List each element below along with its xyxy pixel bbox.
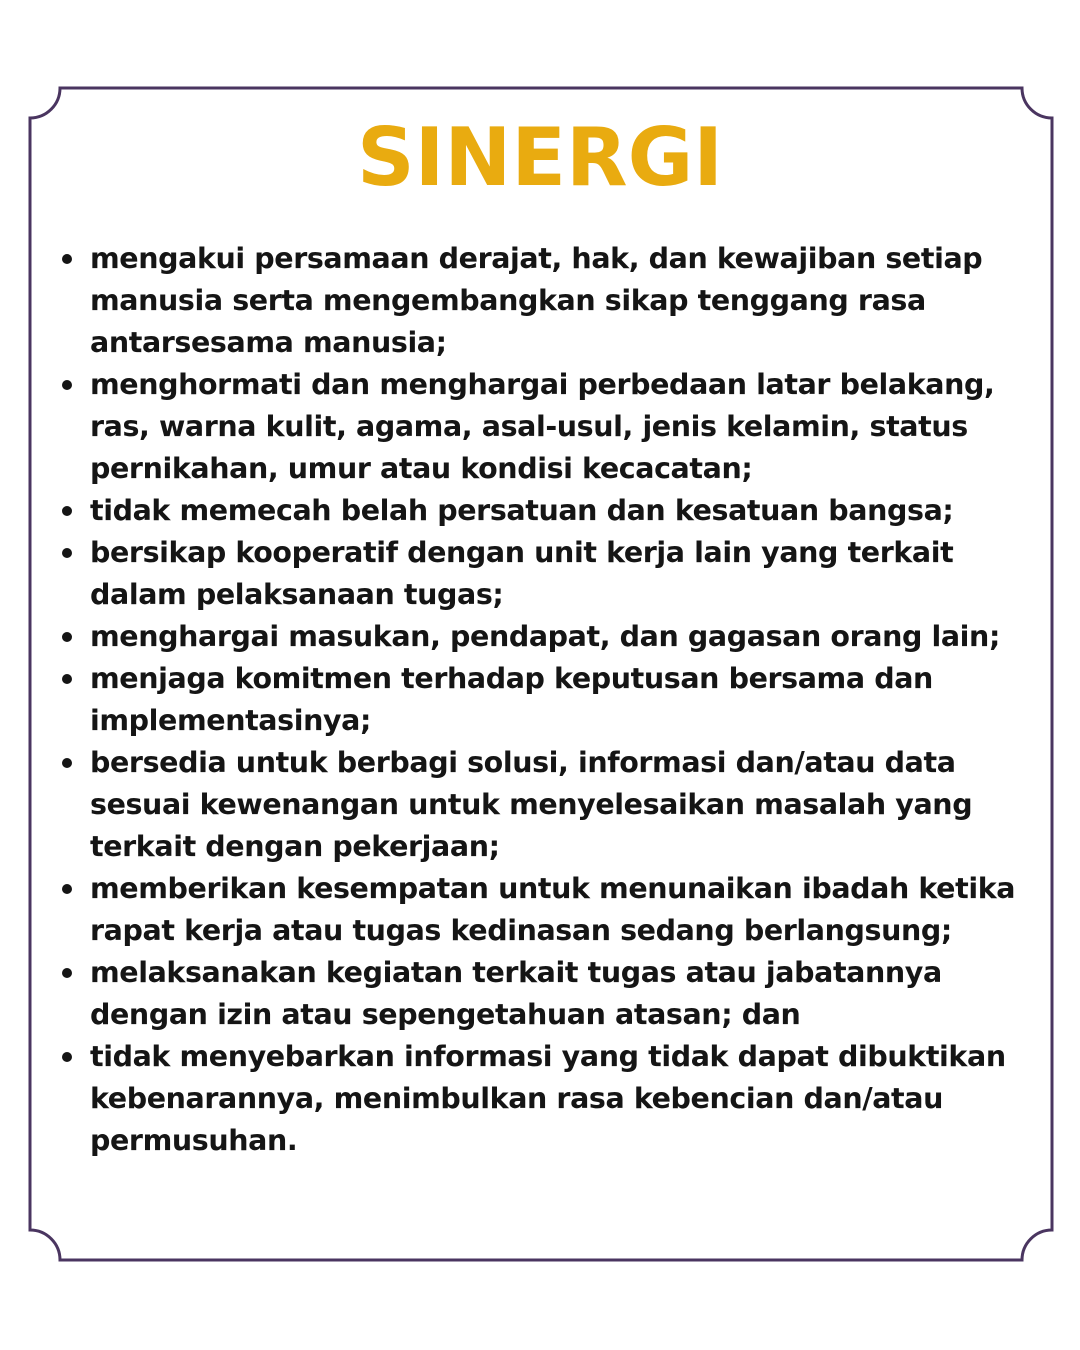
list-item xyxy=(62,868,1032,952)
list-item xyxy=(62,532,1032,616)
list-item xyxy=(62,658,1032,742)
list-item xyxy=(62,616,1032,658)
list-item-text: menjaga komitmen terhadap keputusan bersama dan implementasinya; xyxy=(90,662,933,737)
list-item-text: bersedia untuk berbagi solusi, informasi dan/atau data sesuai kewenangan untuk menyelesaikan masalah yang terkait dengan pekerjaan; xyxy=(90,746,973,863)
list-item xyxy=(62,742,1032,868)
bullet-icon xyxy=(62,758,72,768)
list-item xyxy=(62,490,1032,532)
list-item-text: tidak menyebarkan informasi yang tidak dapat dibuktikan kebenarannya, menimbulkan rasa kebencian dan/atau permusuhan. xyxy=(90,1040,1006,1157)
bullet-icon xyxy=(62,1052,72,1062)
list-item-text: tidak memecah belah persatuan dan kesatuan bangsa; xyxy=(90,494,954,527)
bullet-icon xyxy=(62,548,72,558)
list-item xyxy=(62,364,1032,490)
bullet-icon xyxy=(62,968,72,978)
list-item-text: bersikap kooperatif dengan unit kerja lain yang terkait dalam pelaksanaan tugas; xyxy=(90,536,954,611)
bullet-icon xyxy=(62,674,72,684)
bullet-icon xyxy=(62,506,72,516)
list-item-text: memberikan kesempatan untuk menunaikan ibadah ketika rapat kerja atau tugas kedinasan sedang berlangsung; xyxy=(90,872,1016,947)
page-title: SINERGI xyxy=(356,111,723,204)
list-item-text: melaksanakan kegiatan terkait tugas atau jabatannya dengan izin atau sepengetahuan atasan; dan xyxy=(90,956,942,1031)
list-item xyxy=(62,952,1032,1036)
bullet-icon xyxy=(62,254,72,264)
bullet-icon xyxy=(62,380,72,390)
list-item-text: mengakui persamaan derajat, hak, dan kewajiban setiap manusia serta mengembangkan sikap tenggang rasa antarsesama manusia; xyxy=(90,242,983,359)
bullet-icon xyxy=(62,632,72,642)
list-item-text: menghormati dan menghargai perbedaan latar belakang, ras, warna kulit, agama, asal-usul, jenis kelamin, status pernikahan, umur atau kondisi kecacatan; xyxy=(90,368,995,485)
bullet-icon xyxy=(62,884,72,894)
list-item xyxy=(62,1036,1032,1162)
sinergi-list xyxy=(62,238,1032,1162)
list-item xyxy=(62,238,1032,364)
list-item-text: menghargai masukan, pendapat, dan gagasan orang lain; xyxy=(90,620,1000,653)
